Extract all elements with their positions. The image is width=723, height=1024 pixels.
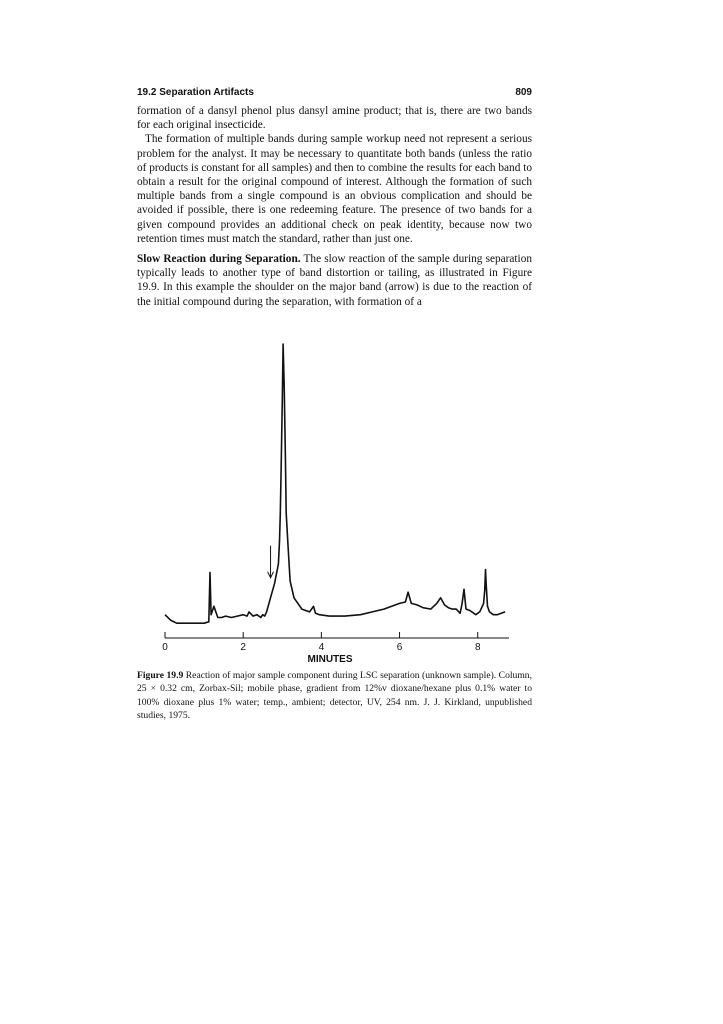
x-tick-label-8: 8 <box>474 642 481 653</box>
x-tick-label-0: 0 <box>162 642 168 653</box>
section-title: 19.2 Separation Artifacts <box>137 87 254 98</box>
paragraph-3-text: The slow reaction of the sample during separation typically leads to another type of band distortion or tailing, as illustrated in Figure 19.9. In this example the shoulder on the major band (arrow) is due to the reaction of the initial compound during the separation, with formation of a <box>137 253 532 308</box>
page-number: 809 <box>515 87 532 98</box>
x-tick-label-4: 4 <box>318 642 325 653</box>
figure-19-9 <box>137 336 537 666</box>
x-axis-ticks <box>162 632 481 653</box>
running-header <box>137 87 532 103</box>
paragraph-1: formation of a dansyl phenol plus dansyl amine product; that is, there are two bands for each original insecticide. <box>137 105 532 132</box>
paragraph-3 <box>137 252 532 309</box>
chromatogram-trace <box>165 344 505 623</box>
x-tick-label-6: 6 <box>396 642 403 653</box>
body-text <box>137 104 532 309</box>
caption-text: Reaction of major sample component during LSC separation (unknown sample). Column, 25 × 0.32 cm, Zorbax-Sil; mobile phase, gradient from 12%v dioxane/hexane plus 0.1% water to 100% dioxane plus 1% water; temp., ambient; detector, UV, 254 nm. J. J. Kirkland, unpublished studies, 1975. <box>137 670 532 721</box>
chromatogram-chart <box>137 336 537 666</box>
shoulder-arrow-icon <box>268 546 274 578</box>
paragraph-2: The formation of multiple bands during sample workup need not represent a serious problem for the analyst. It may be necessary to quantitate both bands (unless the ratio of products is constant for all samples) and then to combine the results for each band to obtain a result for the original compound of interest. Although the formation of such multiple bands from a single compound is an obvious complication and should be avoided if possible, there is one redeeming feature. The presence of two bands for a given compound provides an additional check on peak identity, because now two retention times must match the standard, rather than just one. <box>137 133 532 245</box>
x-tick-label-2: 2 <box>240 642 246 653</box>
run-in-heading: Slow Reaction during Separation. <box>137 253 301 266</box>
caption-label: Figure 19.9 <box>137 670 184 681</box>
annotation-marks <box>268 546 274 578</box>
figure-caption <box>137 669 532 722</box>
x-axis-label: MINUTES <box>307 654 353 665</box>
